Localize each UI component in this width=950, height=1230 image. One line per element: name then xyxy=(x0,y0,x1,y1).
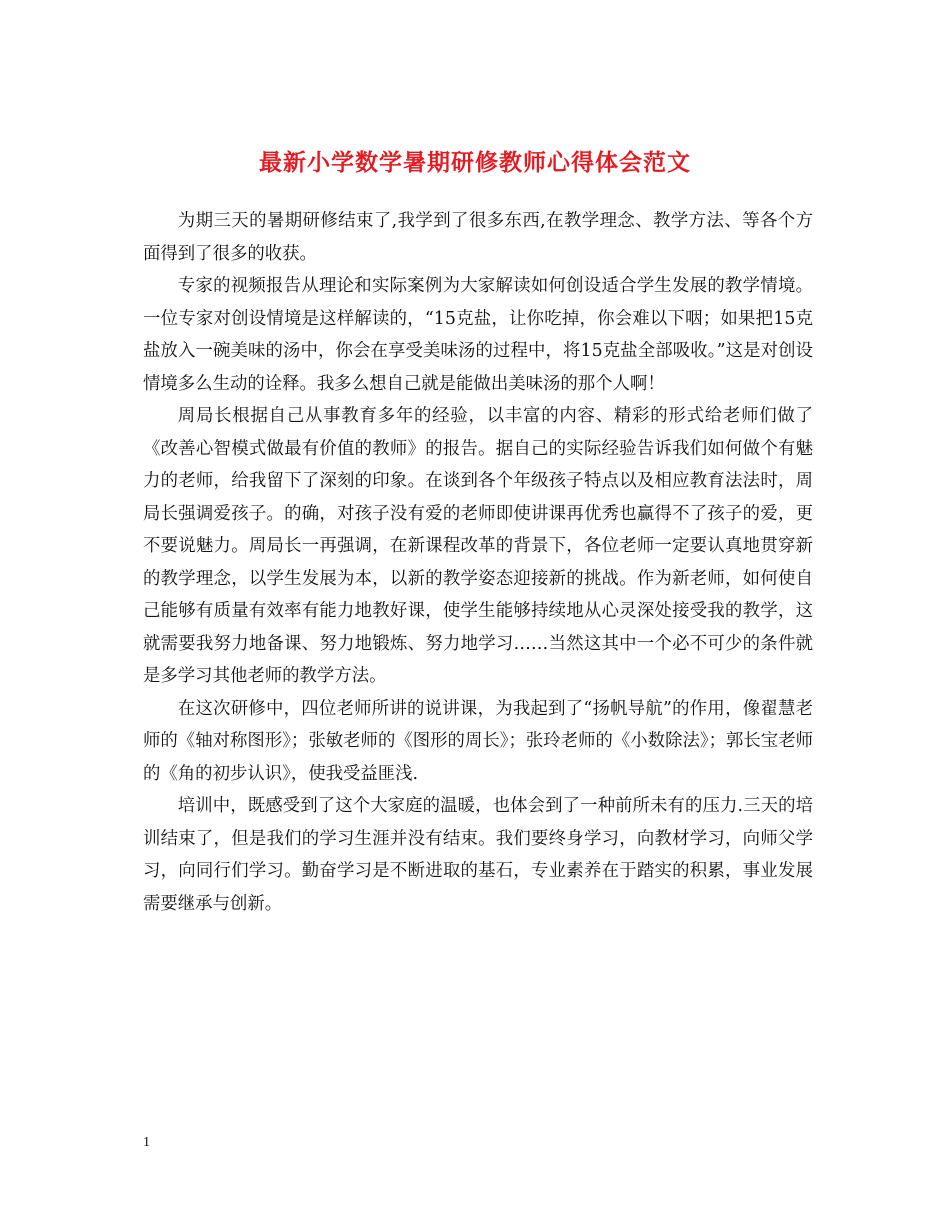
paragraph-4: 在这次研修中，四位老师所讲的说讲课，为我起到了“扬帆导航”的作用，像翟慧老师的《轴对称图形》；张敏老师的《图形的周长》；张玲老师的《小数除法》；郭长宝老师的《角的初步认识》，使我受益匪浅. xyxy=(143,698,813,784)
paragraph-3: 周局长根据自己从事教育多年的经验，以丰富的内容、精彩的形式给老师们做了《改善心智模式做最有价值的教师》的报告。据自己的实际经验告诉我们如何做个有魅力的老师，给我留下了深刻的印象。在谈到各个年级孩子特点以及相应教育法法时，周局长强调爱孩子。的确，对孩子没有爱的老师即使讲课再优秀也赢得不了孩子的爱，更不要说魅力。周局长一再强调，在新课程改革的背景下，各位老师一定要认真地贯穿新的教学理念，以学生发展为本，以新的教学姿态迎接新的挑战。作为新老师，如何使自己能够有质量有效率有能力地教好课，使学生能够持续地从心灵深处接受我的教学，这就需要我努力地备课、努力地锻炼、努力地学习……当然这其中一个必不可少的条件就是多学习其他老师的教学方法。 xyxy=(143,406,813,686)
paragraph-2: 专家的视频报告从理论和实际案例为大家解读如何创设适合学生发展的教学情境。一位专家对创设情境是这样解读的，“15克盐，让你吃掉，你会难以下咽；如果把15克盐放入一碗美味的汤中，你会在享受美味汤的过程中，将15克盐全部吸收。”这是对创设情境多么生动的诠释。我多么想自己就是能做出美味汤的那个人啊！ xyxy=(143,276,813,394)
page-number: 1 xyxy=(143,1135,150,1150)
document-body xyxy=(143,205,813,920)
document-title: 最新小学数学暑期研修教师心得体会范文 xyxy=(259,149,691,177)
paragraph-1: 为期三天的暑期研修结束了,我学到了很多东西,在教学理念、教学方法、等各个方面得到了很多的收获。 xyxy=(143,211,813,264)
paragraph-5: 培训中，既感受到了这个大家庭的温暖，也体会到了一种前所未有的压力.三天的培训结束了，但是我们的学习生涯并没有结束。我们要终身学习，向教材学习，向师父学习，向同行们学习。勤奋学习是不断进取的基石，专业素养在于踏实的积累，事业发展需要继承与创新。 xyxy=(143,796,813,914)
